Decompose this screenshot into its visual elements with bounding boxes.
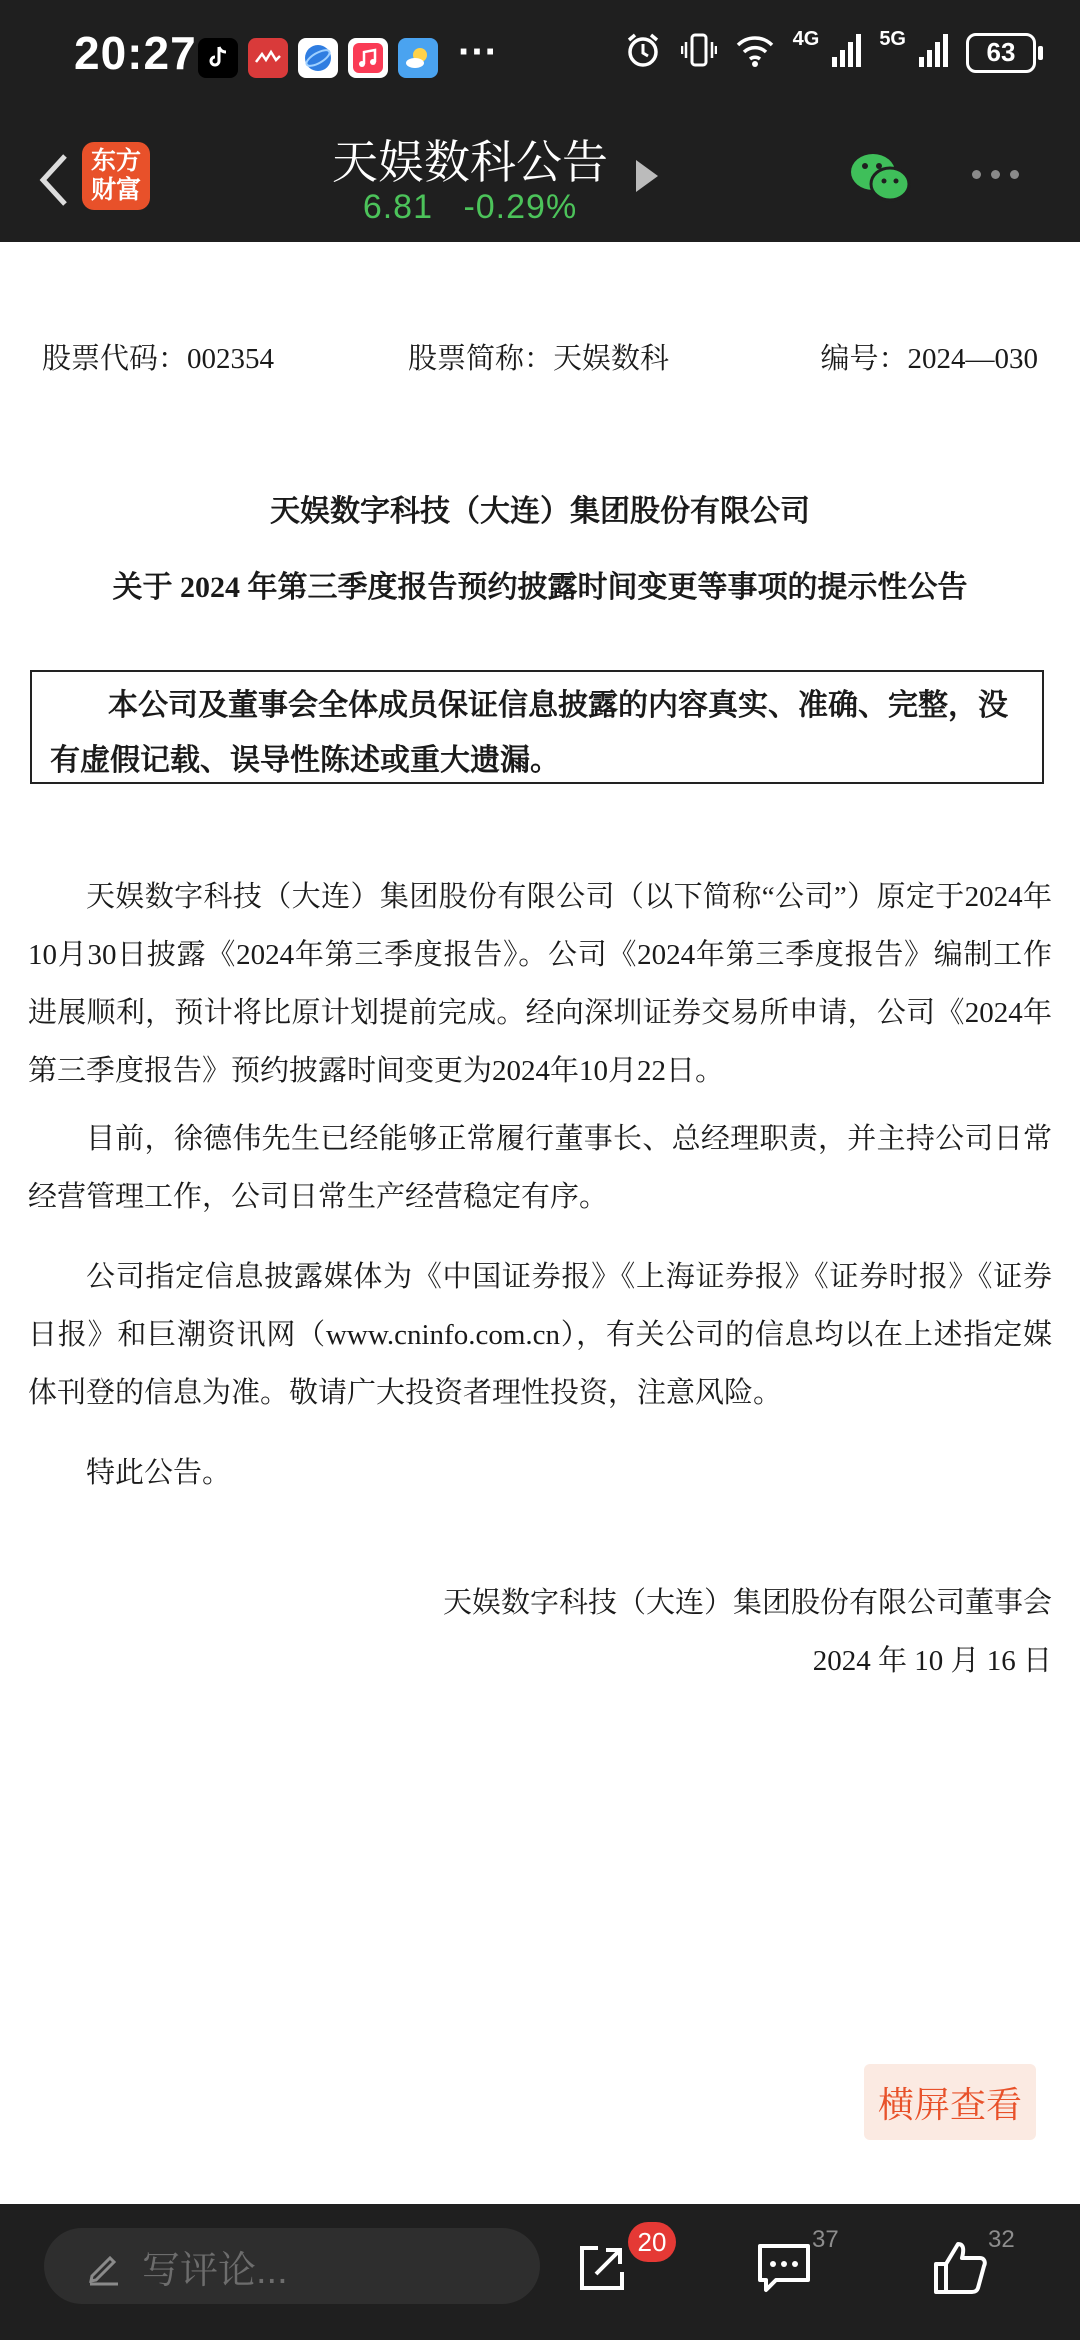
quote-arrow-icon[interactable] (636, 160, 658, 192)
disclaimer-box (30, 670, 1044, 784)
pencil-icon (84, 2246, 124, 2286)
comment-icon (754, 2238, 814, 2298)
announcement-title: 关于 2024 年第三季度报告预约披露时间变更等事项的提示性公告 (112, 571, 968, 604)
signature: 天娱数字科技（大连）集团股份有限公司董事会 (442, 1587, 1052, 1619)
wechat-share-icon[interactable] (848, 148, 912, 208)
stock-short-name: 股票简称：天娱数科 (408, 343, 670, 375)
red-app-icon (248, 38, 288, 78)
battery-indicator (966, 33, 1036, 73)
comments-button[interactable] (754, 2238, 814, 2298)
like-button[interactable] (930, 2238, 990, 2298)
status-time: 20:27 (74, 27, 197, 79)
signal-5g-icon (918, 33, 948, 72)
paragraph-4: 特此公告。 (86, 1457, 232, 1489)
status-indicators (623, 27, 1036, 75)
disclaimer-text: 本公司及董事会全体成员保证信息披露的内容真实、准确、完整，没有虚假记载、误导性陈述或重大遗漏。 (50, 689, 1008, 777)
notification-app-icons (198, 38, 438, 78)
brand-logo-line1: 东方 (90, 147, 141, 175)
more-notifications-icon: ··· (458, 30, 498, 74)
share-button[interactable] (572, 2238, 632, 2298)
app-header (0, 120, 1080, 242)
paragraph-2: 目前，徐德伟先生已经能够正常履行董事长、总经理职责，并主持公司日常经营管理工作，公司日常生产经营稳定有序。 (28, 1123, 1052, 1213)
comment-count: 37 (812, 2226, 839, 2253)
company-name: 天娱数字科技（大连）集团股份有限公司 (270, 495, 810, 528)
announcement-serial: 编号：2024—030 (820, 343, 1038, 375)
thumbs-up-icon (930, 2238, 990, 2298)
stock-quote (0, 188, 940, 227)
network-5g-label: 5G (879, 27, 906, 50)
more-options-button[interactable] (972, 170, 1019, 179)
page-title: 天娱数科公告 (332, 136, 608, 188)
vibrate-icon (681, 30, 717, 75)
alarm-icon (623, 30, 663, 75)
like-count: 32 (988, 2226, 1015, 2253)
paragraph-1: 天娱数字科技（大连）集团股份有限公司（以下简称“公司”）原定于2024年10月30日披露《2024年第三季度报告》。公司《2024年第三季度报告》编制工作进展顺利，预计将比原计划提前完成。经向深圳证券交易所申请，公司《2024年第三季度报告》预约披露时间变更为2024年10月22日。 (28, 881, 1052, 1087)
tiktok-icon (198, 38, 238, 78)
brand-logo-line2: 财富 (90, 176, 141, 204)
landscape-view-button[interactable]: 横屏查看 (864, 2064, 1036, 2140)
network-4g-label: 4G (792, 27, 820, 50)
browser-icon (298, 38, 338, 78)
status-bar (0, 0, 1080, 120)
stock-price: 6.81 (362, 188, 433, 226)
share-count-badge: 20 (628, 2222, 676, 2262)
comment-input[interactable] (44, 2228, 540, 2304)
wifi-icon (735, 32, 775, 73)
share-icon (572, 2238, 632, 2298)
signal-4g-icon (831, 33, 861, 72)
stock-change: -0.29% (463, 188, 578, 226)
bottom-action-bar (0, 2204, 1080, 2340)
battery-level: 63 (986, 37, 1016, 67)
comment-placeholder: 写评论... (142, 2249, 288, 2292)
paragraph-3: 公司指定信息披露媒体为《中国证券报》《上海证券报》《证券时报》《证券日报》和巨潮资讯网（www.cninfo.com.cn），有关公司的信息均以在上述指定媒体刊登的信息为准。敬请广大投资者理性投资，注意风险。 (28, 1261, 1052, 1409)
stock-code: 股票代码：002354 (42, 343, 275, 375)
weather-icon (398, 38, 438, 78)
music-icon (348, 38, 388, 78)
signature-date: 2024 年 10 月 16 日 (812, 1645, 1052, 1677)
